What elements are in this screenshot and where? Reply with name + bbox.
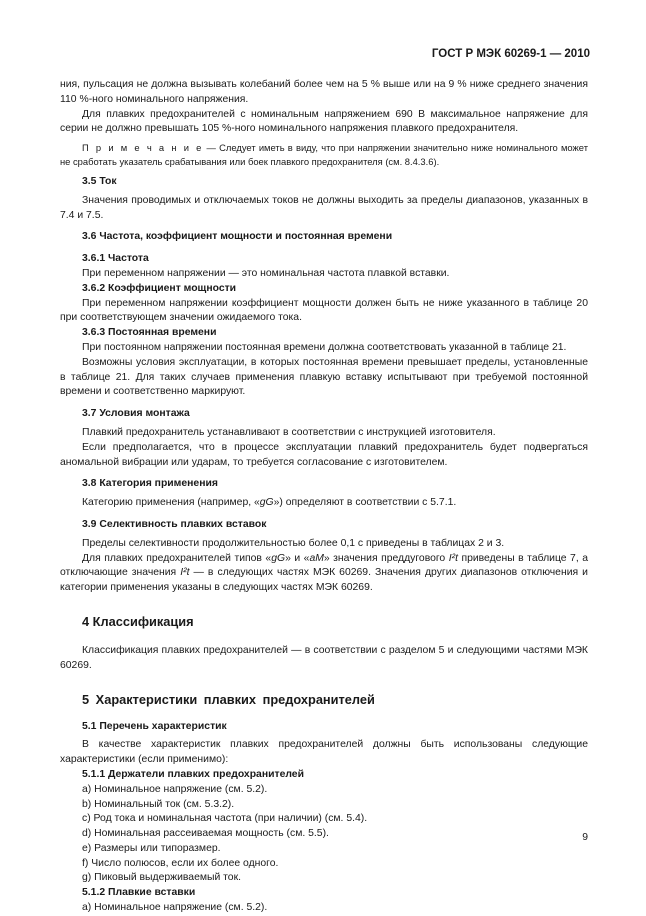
paragraph: Для плавких предохранителей с номинальным напряжением 690 В максимальное напряжение для серии не должно превышать 105 %-ного номинального напряжения плавкого предохранителя. — [60, 108, 588, 135]
note-text: — Следует иметь в виду, что при напряжении значительно ниже номинального может не сработать указатель срабатывания или боек плавкого предохранителя (см. 8.4.3.6). — [60, 142, 588, 167]
paragraph: При переменном напряжении коэффициент мощности должен быть не ниже указанного в таблице 20 при соответствующем значении ожидаемого тока. — [60, 297, 588, 324]
paragraph: Пределы селективности продолжительностью более 0,1 с приведены в таблицах 2 и 3. — [82, 537, 505, 549]
note — [60, 141, 588, 168]
paragraph: В качестве характеристик плавких предохранителей должны быть использованы следующие характеристики (если применимо): — [60, 739, 588, 766]
document-header: ГОСТ Р МЭК 60269-1 — 2010 — [431, 48, 590, 60]
paragraph: Плавкий предохранитель устанавливают в соответствии с инструкцией изготовителя. — [82, 426, 496, 438]
list-item: g) Пиковый выдерживаемый ток. — [82, 872, 241, 884]
section-heading: 3.5 Ток — [82, 176, 117, 187]
chapter-heading: 5 Характеристики плавких предохранителей — [82, 691, 375, 707]
subsection-heading: 3.6.1 Частота — [82, 253, 149, 265]
section-heading: 5.1 Перечень характеристик — [82, 720, 227, 732]
list-item: e) Размеры или типоразмер. — [82, 842, 221, 854]
list-item: d) Номинальная рассеиваемая мощность (см. 5.5). — [82, 828, 329, 840]
list-5-1-1 — [60, 783, 588, 887]
list-item: b) Номинальный ток (см. 5.3.2). — [82, 798, 235, 810]
paragraph: Категорию применения (например, «gG») определяют в соответствии с 5.7.1. — [82, 497, 457, 509]
section-heading: 3.9 Селективность плавких вставок — [82, 518, 267, 530]
paragraph: Значения проводимых и отключаемых токов не должны выходить за пределы диапазонов, указанных в 7.4 и 7.5. — [60, 194, 588, 221]
paragraph: ния, пульсация не должна вызывать колебаний более чем на 5 % выше или на 9 % ниже среднего значения 110 %-ного номинального напряжения. — [60, 79, 588, 105]
paragraph: При постоянном напряжении постоянная времени должна соответствовать указанной в таблице 21. — [82, 341, 567, 353]
list-item: c) Род тока и номинальная частота (при наличии) (см. 5.4). — [82, 813, 368, 825]
paragraph: Классификация плавких предохранителей — в соответствии с разделом 5 и следующими частями МЭК 60269. — [60, 644, 588, 671]
subsection-heading: 5.1.1 Держатели плавких предохранителей — [82, 768, 304, 780]
chapter-heading: 4 Классификация — [82, 613, 194, 629]
section-heading: 3.6 Частота, коэффициент мощности и постоянная времени — [82, 231, 393, 243]
subsection-heading: 5.1.2 Плавкие вставки — [82, 887, 196, 899]
paragraph: Если предполагается, что в процессе эксплуатации плавкий предохранитель будет подвергаться аномальной вибрации или ударам, то требуется согласование с изготовителем. — [60, 441, 588, 468]
list-item: a) Номинальное напряжение (см. 5.2). — [82, 902, 268, 914]
subsection-heading: 3.6.3 Постоянная времени — [82, 327, 217, 339]
list-5-1-2 — [60, 901, 588, 916]
section-heading: 3.8 Категория применения — [82, 478, 218, 490]
paragraph: При переменном напряжении — это номинальная частота плавкой вставки. — [82, 267, 450, 279]
list-item: f) Число полюсов, если их более одного. — [82, 857, 279, 869]
page-number: 9 — [582, 832, 588, 843]
note-label: П р и м е ч а н и е — [82, 142, 204, 154]
list-item: a) Номинальное напряжение (см. 5.2). — [82, 783, 268, 795]
section-heading: 3.7 Условия монтажа — [82, 408, 190, 420]
paragraph: Возможны условия эксплуатации, в которых постоянная времени превышает пределы, установленные в таблице 21. Для таких случаев применения плавкую вставку испытывают при требуемой постоянной времени и соответственно маркируют. — [60, 356, 588, 398]
paragraph: Для плавких предохранителей типов «gG» и «aM» значения преддугового I²t приведены в таблице 7, а отключающие значения I²t — в следующих частях МЭК 60269. Значения других диапазонов отключения и категории применения указаны в следующих частях МЭК 60269. — [60, 552, 588, 594]
page-body — [60, 78, 588, 916]
subsection-heading: 3.6.2 Коэффициент мощности — [82, 282, 237, 294]
